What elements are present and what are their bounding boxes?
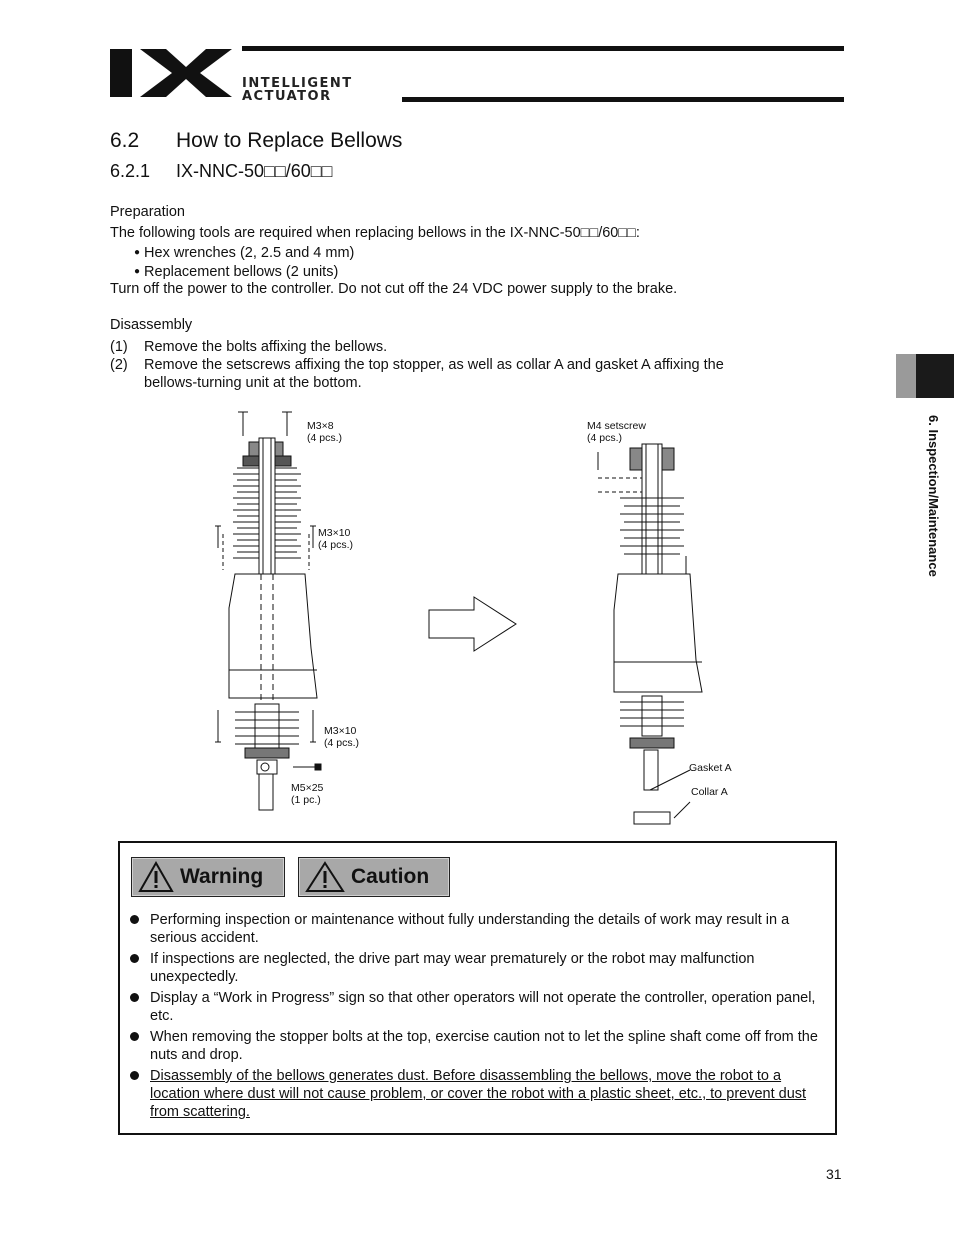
bullet-icon: ●: [134, 247, 141, 258]
notice-text: Performing inspection or maintenance without fully understanding the details of work may result in a serious accident.: [150, 912, 790, 946]
section-title: How to Replace Bellows: [176, 129, 403, 152]
warning-label: [131, 857, 285, 897]
list-item: [130, 950, 830, 986]
notice-text: When removing the stopper bolts at the top, exercise caution not to let the spline shaft come off from the nuts and drop.: [150, 1029, 818, 1063]
bullet-icon: [130, 1032, 139, 1041]
section-number: 6.2: [110, 129, 140, 152]
prep-bullet-text: Replacement bellows (2 units): [144, 264, 339, 280]
step-2-text-cont: bellows-turning unit at the bottom.: [144, 375, 362, 391]
label-m3x10-lower: M3×10: [324, 725, 357, 737]
bullet-icon: [130, 954, 139, 963]
subsection-number: 6.2.1: [110, 161, 151, 181]
logo-wordmark: [242, 77, 353, 103]
assembled-actuator-drawing: [205, 408, 345, 818]
step-1-number: (1): [110, 339, 128, 355]
prep-bullet-2: [134, 263, 338, 281]
preparation-note: Turn off the power to the controller. Do not cut off the 24 VDC power supply to the brake.: [110, 281, 678, 297]
bullet-icon: [130, 915, 139, 924]
side-tab-label: 6. Inspection/Maintenance: [926, 415, 941, 577]
warning-triangle-icon: [138, 861, 174, 893]
prep-bullet-text: Hex wrenches (2, 2.5 and 4 mm): [144, 245, 355, 261]
notice-text: Disassembly of the bellows generates dust. Before disassembling the bellows, move the robot to a location where dust will not cause problem, or cover the robot with a plastic sheet, etc., to prevent dust from scattering.: [150, 1068, 807, 1120]
label-m3x10-upper-qty: (4 pcs.): [318, 539, 354, 551]
step-2-text: Remove the setscrews affixing the top stopper, as well as collar A and gasket A affixing the: [144, 357, 724, 373]
label-m4-setscrew: M4 setscrew: [587, 420, 646, 432]
label-gasket-a: Gasket A: [689, 762, 732, 774]
disassembly-heading: Disassembly: [110, 317, 193, 333]
list-item: [130, 911, 830, 947]
bullet-icon: [130, 1071, 139, 1080]
notice-text: Display a “Work in Progress” sign so that other operators will not operate the controller, operation panel, etc.: [150, 990, 816, 1024]
caution-label: [298, 857, 450, 897]
list-item: [130, 1028, 830, 1064]
logo-line1: INTELLIGENT: [242, 76, 353, 91]
bullet-icon: ●: [134, 266, 141, 277]
caution-triangle-icon: [305, 861, 345, 893]
safety-notice-list: [130, 911, 830, 1124]
label-collar-a: Collar A: [691, 786, 728, 798]
subsection-title: IX-NNC-50□□/60□□: [176, 161, 333, 181]
side-tab-black: [916, 354, 954, 398]
preparation-intro: The following tools are required when replacing bellows in the IX-NNC-50□□/60□□:: [110, 225, 640, 241]
section-heading: [110, 129, 402, 153]
step-2-number: (2): [110, 357, 128, 373]
label-m3x8: M3×8: [307, 420, 334, 432]
preparation-heading: Preparation: [110, 204, 185, 220]
notice-text: If inspections are neglected, the drive part may wear prematurely or the robot may malfunction unexpectedly.: [150, 951, 755, 985]
label-m3x8-qty: (4 pcs.): [307, 432, 343, 444]
label-m5x25-qty: (1 pc.): [291, 794, 321, 806]
caution-text: Caution: [351, 865, 430, 888]
list-item: [130, 1067, 830, 1121]
page-number: 31: [826, 1166, 842, 1182]
label-m4-qty: (4 pcs.): [587, 432, 623, 444]
label-m3x10-upper: M3×10: [318, 527, 351, 539]
header-rule-bottom: [402, 97, 844, 102]
bullet-icon: [130, 993, 139, 1002]
subsection-heading: [110, 161, 333, 182]
list-item: [130, 989, 830, 1025]
label-m5x25: M5×25: [291, 782, 324, 794]
ix-logo-mark: [110, 47, 232, 99]
warning-text: Warning: [180, 865, 264, 888]
step-1-text: Remove the bolts affixing the bellows.: [144, 339, 388, 355]
logo-line2: ACTUATOR: [242, 89, 332, 104]
side-tab-gray: [896, 354, 916, 398]
prep-bullet-1: [134, 244, 354, 262]
label-m3x10-lower-qty: (4 pcs.): [324, 737, 360, 749]
right-arrow-icon: [428, 596, 518, 652]
header-rule-top: [242, 46, 844, 51]
